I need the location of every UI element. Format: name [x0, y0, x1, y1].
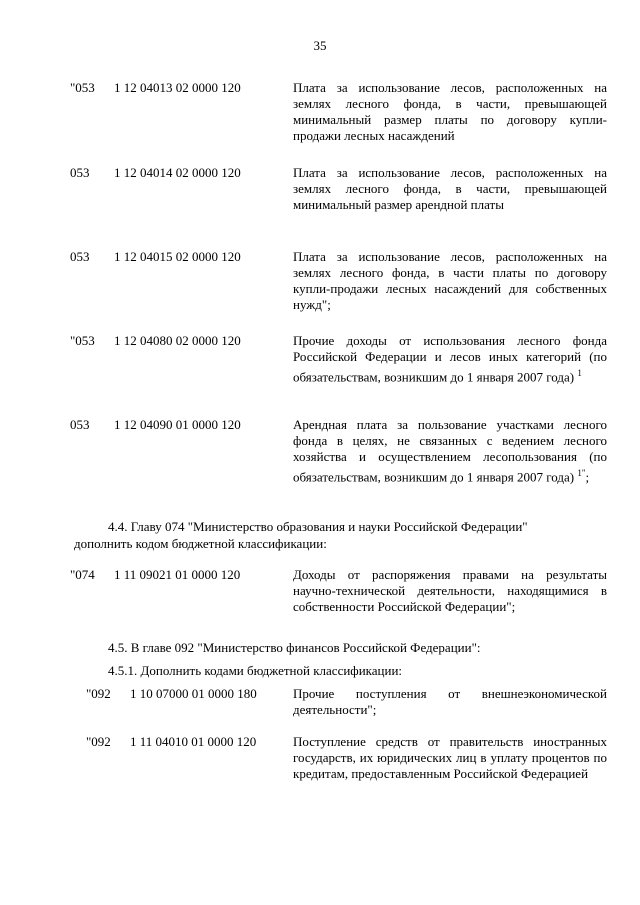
code-prefix: "074 — [70, 567, 95, 582]
row-description: Прочие поступления от внешнеэкономической деятельности"; — [293, 686, 607, 717]
code-prefix: "092 — [86, 734, 111, 749]
code-prefix: 053 — [70, 417, 90, 432]
footnote-mark: 1" — [577, 468, 586, 478]
budget-code: 1 12 04080 02 0000 120 — [114, 333, 241, 348]
paragraph-4-4-line2: дополнить кодом бюджетной классификации: — [74, 536, 327, 551]
code-prefix: "053 — [70, 333, 95, 348]
budget-code: 1 11 04010 01 0000 120 — [130, 734, 257, 749]
code-prefix: 053 — [70, 165, 90, 180]
budget-code: 1 10 07000 01 0000 180 — [130, 686, 257, 701]
code-prefix: "053 — [70, 80, 95, 95]
code-prefix: "092 — [86, 686, 111, 701]
row-description: Плата за использование лесов, расположенных на землях лесного фонда, в части, превышающей минимальный размер арендной платы — [293, 165, 607, 212]
row-description: Плата за использование лесов, расположенных на землях лесного фонда, в части платы по договору купли-продажи лесных насаждений для собственных нужд"; — [293, 249, 607, 312]
row-description: Доходы от распоряжения правами на результаты научно-технической деятельности, находящимися в собственности Российской Федерации"; — [293, 567, 607, 614]
row-description-text: Арендная плата за пользование участками лесного фонда в целях, не связанных с ведением лесного хозяйства и осуществлением лесопользования (по обязательствам, возникшим до 1 января 2007 года) — [293, 417, 607, 485]
paragraph-4-5: 4.5. В главе 092 "Министерство финансов Российской Федерации": — [108, 640, 481, 655]
row-description — [293, 417, 607, 485]
row-description: Плата за использование лесов, расположенных на землях лесного фонда, в части, превышающей минимальный размер платы по договору купли-продажи лесных насаждений — [293, 80, 607, 143]
row-description-tail: ; — [585, 469, 590, 485]
code-prefix: 053 — [70, 249, 90, 264]
budget-code: 1 12 04090 01 0000 120 — [114, 417, 241, 432]
budget-code: 1 11 09021 01 0000 120 — [114, 567, 241, 582]
budget-code: 1 12 04013 02 0000 120 — [114, 80, 241, 95]
paragraph-4-5-1: 4.5.1. Дополнить кодами бюджетной классификации: — [108, 663, 403, 678]
page-number: 35 — [313, 38, 327, 53]
budget-code: 1 12 04015 02 0000 120 — [114, 249, 241, 264]
row-description: Поступление средств от правительств иностранных государств, их юридических лиц в уплату процентов по кредитам, предоставленным Российской Федерацией — [293, 734, 607, 781]
budget-code: 1 12 04014 02 0000 120 — [114, 165, 241, 180]
paragraph-4-4-line1: 4.4. Главу 074 "Министерство образования и науки Российской Федерации" — [108, 519, 528, 534]
footnote-mark: 1 — [577, 368, 582, 378]
row-description — [293, 333, 607, 385]
row-description-text: Прочие доходы от использования лесного фонда Российской Федерации и лесов иных категорий (по обязательствам, возникшим до 1 января 2007 года) — [293, 333, 607, 385]
